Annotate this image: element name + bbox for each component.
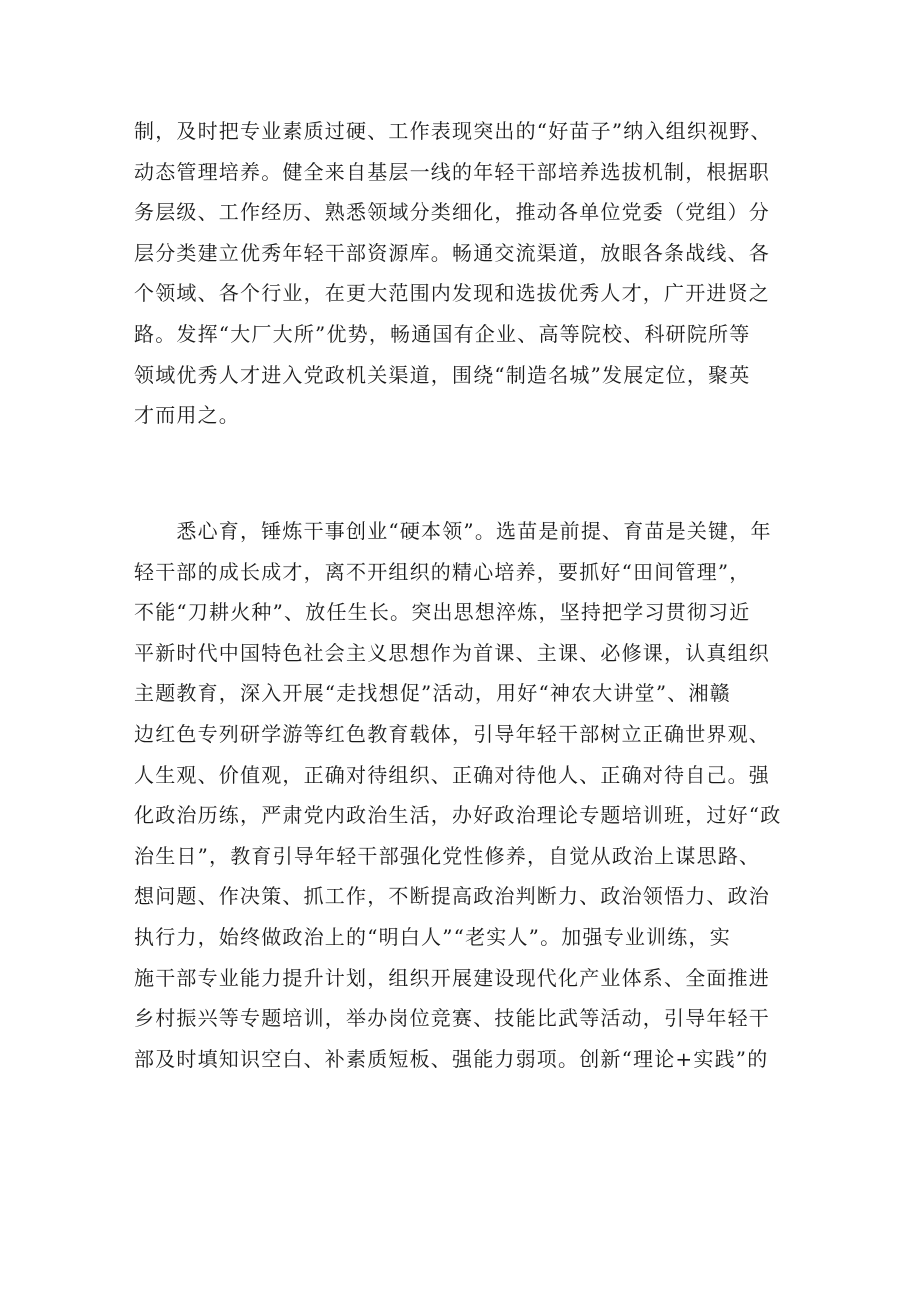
text-line: 主题教育，深入开展“走找想促”活动，用好“神农大讲堂”、湘赣 [134,681,731,706]
text-line: 悉心育，锤炼干事创业“硬本领”。选苗是前提、育苗是关键，年 [134,519,772,543]
text-line: 务层级、工作经历、熟悉领域分类细化，推动各单位党委（党组）分 [134,200,770,225]
text-line: 才而用之。 [134,403,240,428]
text-line: 人生观、价值观，正确对待组织、正确对待他人、正确对待自己。强 [134,762,770,787]
text-line: 治生日”，教育引导年轻干部强化党性修养，自觉从政治上谋思路、 [134,843,761,868]
text-line: 轻干部的成长成才，离不开组织的精心培养，要抓好“田间管理”， [134,559,751,584]
text-line: 领域优秀人才进入党政机关渠道，围绕“制造名城”发展定位，聚英 [134,362,751,387]
text-line: 层分类建立优秀年轻干部资源库。畅通交流渠道，放眼各条战线、各 [134,240,770,265]
text-line: 动态管理培养。健全来自基层一线的年轻干部培养选拔机制，根据职 [134,159,770,184]
text-line: 乡村振兴等专题培训，举办岗位竞赛、技能比武等活动，引导年轻干 [134,1006,770,1031]
paragraph [134,511,794,1079]
text-line: 个领域、各个行业，在更大范围内发现和选拔优秀人才，广开进贤之 [134,281,770,306]
text-line: 化政治历练，严肃党内政治生活，办好政治理论专题培训班，过好“政 [134,803,782,828]
text-line: 施干部专业能力提升计划，组织开展建设现代化产业体系、全面推进 [134,965,770,990]
text-line: 执行力，始终做政治上的“明白人”“老实人”。加强专业训练，实 [134,924,731,949]
paragraph [134,111,794,436]
text-line: 路。发挥“大厂大所”优势，畅通国有企业、高等院校、科研院所等 [134,321,751,346]
text-line: 制，及时把专业素质过硬、工作表现突出的“好苗子”纳入组织视野、 [134,119,772,143]
text-line: 边红色专列研学游等红色教育载体，引导年轻干部树立正确世界观、 [134,721,770,746]
text-line: 平新时代中国特色社会主义思想作为首课、主课、必修课，认真组织 [134,640,770,665]
text-line: 想问题、作决策、抓工作，不断提高政治判断力、政治领悟力、政治 [134,884,770,909]
text-line: 部及时填知识空白、补素质短板、强能力弱项。创新“理论+实践”的 [134,1046,769,1071]
text-line: 不能“刀耕火种”、放任生长。突出思想淬炼，坚持把学习贯彻习近 [134,600,751,625]
